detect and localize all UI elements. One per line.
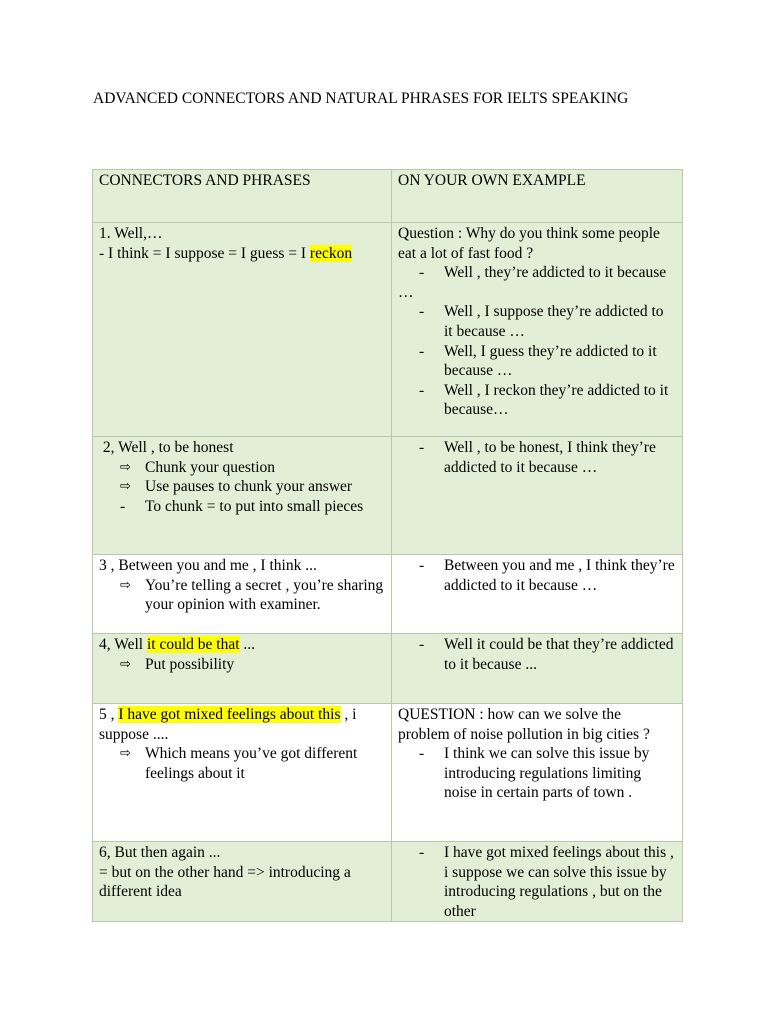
connector-cell — [93, 437, 392, 555]
table-header-row — [93, 170, 683, 223]
example-question: Question : Why do you think some people eat a lot of fast food ? — [398, 225, 660, 262]
list-item: - Well , I suppose they’re addicted to it because … — [398, 302, 676, 341]
example-cell — [392, 704, 683, 842]
connector-heading: 4, Well — [99, 636, 147, 653]
example-question: QUESTION : how can we solve the problem of noise pollution in big cities ? — [398, 706, 650, 743]
list-item-text: Put possibility — [145, 655, 235, 673]
list-item: - Well , they’re addicted to it because — [398, 263, 676, 283]
connector-heading: 6, But then again ... — [99, 844, 221, 861]
table-row — [93, 555, 683, 634]
example-cell — [392, 842, 683, 922]
list-item: - I think we can solve this issue by introducing regulations limiting noise in certain parts of town . — [398, 744, 676, 803]
connector-cell — [93, 842, 392, 922]
example-cell — [392, 555, 683, 634]
connector-cell — [93, 555, 392, 634]
arrow-right-icon: ⇨ — [120, 656, 131, 672]
highlighted-phrase: reckon — [309, 244, 353, 262]
list-item-text: You’re telling a secret , you’re sharing your opinion with examiner. — [145, 576, 384, 614]
table-row — [93, 223, 683, 437]
table-row — [93, 704, 683, 842]
list-item: - Well it could be that they’re addicted to it because ... — [398, 635, 676, 674]
page-title: ADVANCED CONNECTORS AND NATURAL PHRASES FOR IELTS SPEAKING — [93, 90, 629, 107]
list-item-text: Use pauses to chunk your answer — [145, 478, 353, 496]
connector-description: = but on the other hand => introducing a different idea — [99, 863, 351, 901]
list-item: - Between you and me , I think they’re addicted to it because … — [398, 556, 676, 595]
list-item — [99, 458, 385, 478]
list-item: - Well , to be honest, I think they’re addicted to it because … — [398, 438, 676, 477]
list-item: - I have got mixed feelings about this , i suppose we can solve this issue by introducing regulations , but on the other — [398, 843, 676, 921]
list-item: - Well , I reckon they’re addicted to it because… — [398, 381, 676, 420]
list-item: - Well, I guess they’re addicted to it because … — [398, 342, 676, 381]
table-row — [93, 842, 683, 922]
ellipsis-text: … — [398, 283, 414, 301]
connector-heading: 5 , — [99, 706, 119, 723]
list-item: - To chunk = to put into small pieces — [99, 497, 385, 517]
arrow-right-icon: ⇨ — [120, 746, 131, 762]
example-cell — [392, 437, 683, 555]
list-item — [99, 744, 385, 783]
arrow-right-icon: ⇨ — [120, 459, 131, 475]
connector-heading-end: , i suppose .... — [99, 706, 357, 743]
highlighted-phrase: it could be that — [146, 636, 240, 653]
connector-cell — [93, 704, 392, 842]
connector-heading: 3 , Between you and me , I think ... — [99, 557, 317, 574]
list-item-text: Which means you’ve got different feelings about it — [145, 745, 358, 782]
arrow-right-icon: ⇨ — [120, 479, 131, 495]
table-row — [93, 634, 683, 704]
connector-heading: 2, Well , to be honest — [99, 439, 234, 456]
connector-cell — [93, 634, 392, 704]
list-item — [99, 477, 385, 497]
list-item — [99, 576, 385, 615]
table-row — [93, 437, 683, 555]
arrow-right-icon: ⇨ — [120, 577, 131, 593]
header-connectors: CONNECTORS AND PHRASES — [93, 170, 392, 223]
list-item-text: Chunk your question — [145, 458, 276, 476]
list-item — [99, 655, 385, 675]
example-cell — [392, 223, 683, 437]
example-cell — [392, 634, 683, 704]
connector-heading: 1. Well,… — [99, 225, 163, 242]
synonym-line: - I think = I suppose = I guess = I — [99, 244, 310, 262]
connector-heading-end: ... — [239, 636, 256, 653]
highlighted-phrase: I have got mixed feelings about this — [118, 706, 341, 723]
header-examples: ON YOUR OWN EXAMPLE — [392, 170, 683, 223]
connector-cell — [93, 223, 392, 437]
connectors-table — [92, 169, 683, 922]
